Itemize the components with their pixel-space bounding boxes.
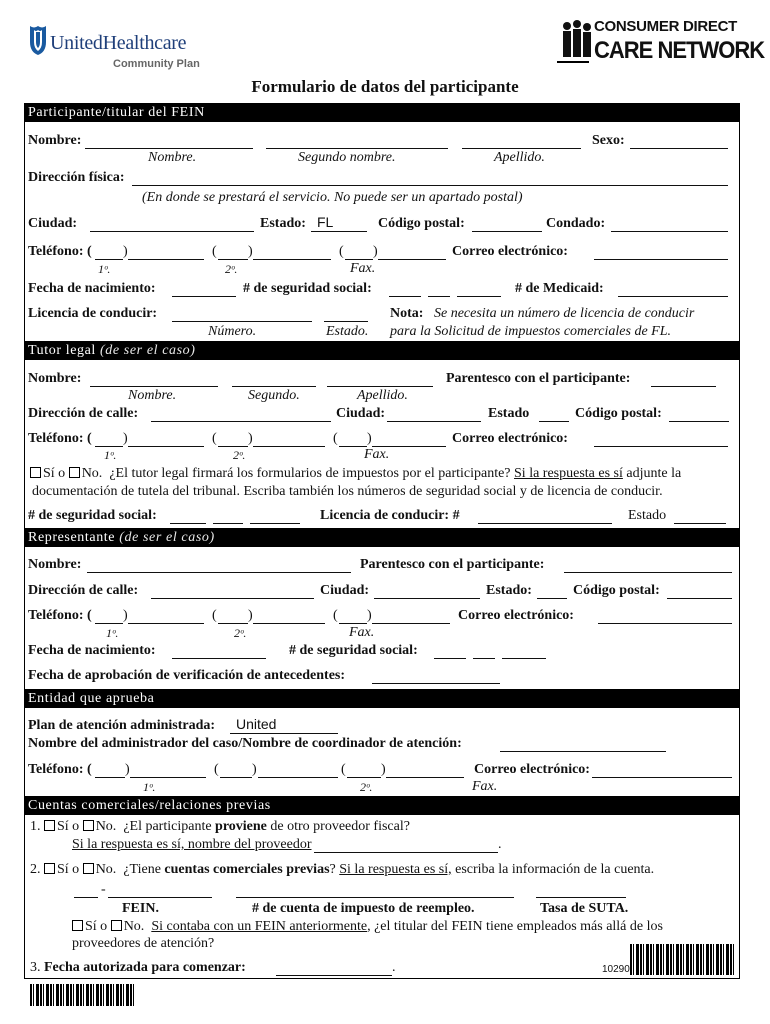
rep-phone2-area[interactable]	[218, 623, 248, 624]
q1-text-bold: proviene	[215, 819, 267, 834]
guardian-street-label: Dirección de calle:	[28, 406, 139, 421]
no-label: No.	[95, 862, 117, 877]
guardian-phone2-area[interactable]	[218, 446, 248, 447]
q2-reemp-field[interactable]	[236, 897, 514, 898]
paren-marks: (	[212, 608, 217, 623]
q2-fein-part1[interactable]	[74, 897, 98, 898]
participant-phone1-area[interactable]	[95, 259, 123, 260]
participant-ssn-part2[interactable]	[428, 296, 450, 297]
phone1-caption: 1ᵒ.	[98, 262, 111, 276]
paren-close: )	[248, 244, 253, 259]
rep-name-field[interactable]	[87, 572, 351, 573]
guardian-ssn-part3[interactable]	[250, 523, 300, 524]
participant-note-line1: Se necesita un número de licencia de conducir	[434, 306, 695, 321]
rep-dob-field[interactable]	[172, 658, 266, 659]
participant-state-label: Estado:	[260, 216, 306, 231]
participant-fax-area[interactable]	[345, 259, 373, 260]
q2-fein-part2[interactable]	[108, 897, 212, 898]
approving-plan-field[interactable]	[230, 733, 338, 734]
paren-close: )	[373, 244, 378, 259]
guardian-last-name-field[interactable]	[327, 386, 433, 387]
section-guardian-note: (de ser el caso)	[100, 343, 196, 358]
rep-ssn-label: # de seguridad social:	[289, 643, 418, 658]
guardian-dl-state-label: Estado	[628, 508, 667, 523]
paren-marks: )	[367, 431, 372, 446]
guardian-phone1-area[interactable]	[95, 446, 123, 447]
q1-text-post: de otro proveedor fiscal?	[270, 819, 410, 834]
q2-number: 2.	[30, 862, 41, 877]
guardian-name-label: Nombre:	[28, 371, 82, 386]
paren-marks: (	[333, 608, 338, 623]
q4-start-date-field[interactable]	[276, 975, 392, 976]
section-representative-title: Representante	[28, 530, 116, 545]
uhc-shield-icon	[28, 24, 48, 56]
rep-street-label: Dirección de calle:	[28, 583, 139, 598]
participant-sub-first: Nombre.	[148, 150, 197, 165]
participant-last-name-field[interactable]	[462, 148, 581, 149]
rep-email-field[interactable]	[598, 623, 732, 624]
guardian-dl-label: Licencia de conducir: #	[320, 508, 460, 523]
q3-text-pre: Si contaba con un FEIN anteriormente	[151, 919, 368, 934]
fein-dash: -	[101, 882, 106, 897]
rep-state-label: Estado:	[486, 583, 532, 598]
guardian-phone1-field[interactable]	[128, 446, 204, 447]
rep-ssn-part2[interactable]	[473, 658, 495, 659]
fax-caption: Fax.	[472, 779, 498, 794]
q2-reemp-caption: # de cuenta de impuesto de reempleo.	[252, 901, 475, 916]
paren-marks: )	[125, 762, 130, 777]
q2-suta-caption: Tasa de SUTA.	[540, 901, 629, 916]
barcode-right	[630, 944, 734, 975]
rep-fax-field[interactable]	[372, 623, 450, 624]
participant-phone2-field[interactable]	[253, 259, 331, 260]
rep-phone2-field[interactable]	[253, 623, 325, 624]
guardian-ssn-part2[interactable]	[213, 523, 243, 524]
guardian-city-label: Ciudad:	[336, 406, 386, 421]
participant-sex-label: Sexo:	[592, 133, 625, 148]
rep-phone1-field[interactable]	[128, 623, 204, 624]
guardian-phone-label: Teléfono: (	[28, 431, 92, 446]
uhc-brand-text: UnitedHealthcare	[50, 32, 187, 54]
paren-marks: )	[123, 608, 128, 623]
section-participant-title: Participante/titular del FEIN	[28, 105, 205, 120]
participant-address-field[interactable]	[132, 185, 728, 186]
guardian-email-field[interactable]	[594, 446, 728, 447]
guardian-city-field[interactable]	[387, 421, 481, 422]
guardian-state-label: Estado	[488, 406, 530, 421]
no-label: No.	[81, 466, 103, 481]
approving-phone2-field[interactable]	[258, 777, 338, 778]
page-title: Formulario de datos del participante	[251, 77, 519, 96]
guardian-zip-field[interactable]	[669, 421, 729, 422]
guardian-yes-checkbox[interactable]	[30, 467, 41, 478]
section-participant-header	[24, 103, 740, 122]
rep-city-field[interactable]	[374, 598, 480, 599]
q3-yes-checkbox[interactable]	[72, 920, 83, 931]
q2-if-yes: Si la respuesta es sí,	[339, 862, 452, 877]
q1-sub-text: Si la respuesta es sí, nombre del proveedor	[72, 837, 312, 852]
rep-email-label: Correo electrónico:	[458, 608, 574, 623]
participant-dl-state-field[interactable]	[324, 321, 368, 322]
paren-marks: )	[248, 431, 253, 446]
participant-sub-last: Apellido.	[494, 150, 545, 165]
participant-note-label: Nota:	[390, 306, 424, 321]
q2-text-pre: ¿Tiene	[123, 862, 161, 877]
participant-note-line2: para la Solicitud de impuestos comerciales de FL.	[390, 324, 671, 339]
section-guardian-header	[24, 341, 740, 360]
cd-line2: CARE NETWORK	[594, 36, 765, 64]
rep-bg-field[interactable]	[372, 683, 500, 684]
participant-dob-field[interactable]	[172, 296, 236, 297]
guardian-dl-state-field[interactable]	[674, 523, 726, 524]
rep-zip-field[interactable]	[667, 598, 732, 599]
q2-suta-field[interactable]	[536, 897, 626, 898]
participant-address-note: (En donde se prestará el servicio. No puede ser un apartado postal)	[142, 190, 523, 205]
rep-city-label: Ciudad:	[320, 583, 370, 598]
participant-email-field[interactable]	[594, 259, 728, 260]
rep-bg-label: Fecha de aprobación de verificación de antecedentes:	[28, 668, 346, 683]
yes-label: Sí o	[43, 466, 66, 481]
participant-zip-label: Código postal:	[378, 216, 465, 231]
participant-zip-field[interactable]	[472, 231, 542, 232]
participant-email-label: Correo electrónico:	[452, 244, 568, 259]
rep-ssn-part1[interactable]	[434, 658, 466, 659]
approving-email-label: Correo electrónico:	[474, 762, 590, 777]
paren-marks: (	[341, 762, 346, 777]
paren-marks: )	[248, 608, 253, 623]
rep-phone-label: Teléfono: (	[28, 608, 92, 623]
participant-sub-middle: Segundo nombre.	[298, 150, 396, 165]
participant-name-label: Nombre:	[28, 133, 82, 148]
participant-phone1-field[interactable]	[128, 259, 204, 260]
participant-dl-number-caption: Número.	[208, 324, 257, 339]
participant-ssn-part1[interactable]	[389, 296, 421, 297]
guardian-sub-second: Segundo.	[248, 388, 300, 403]
q2-fein-caption: FEIN.	[122, 901, 159, 916]
accounts-q4	[30, 960, 246, 976]
guardian-question-tail: adjunte la	[626, 466, 682, 481]
participant-medicaid-field[interactable]	[618, 296, 728, 297]
guardian-question-text: ¿El tutor legal firmará los formularios de impuestos por el participante?	[109, 466, 511, 481]
fax-caption: Fax.	[364, 447, 390, 462]
no-label: No.	[95, 819, 117, 834]
guardian-sign-question	[30, 466, 681, 482]
rep-zip-label: Código postal:	[573, 583, 660, 598]
guardian-no-checkbox[interactable]	[69, 467, 80, 478]
approving-email-field[interactable]	[592, 777, 732, 778]
q1-period: .	[498, 837, 502, 852]
q1-number: 1.	[30, 819, 41, 834]
q1-text-pre: ¿El participante	[123, 819, 212, 834]
participant-first-name-field[interactable]	[85, 148, 253, 149]
participant-medicaid-label: # de Medicaid:	[515, 281, 604, 296]
q1-provider-field[interactable]	[314, 852, 498, 853]
participant-ssn-label: # de seguridad social:	[243, 281, 372, 296]
guardian-if-yes: Si la respuesta es sí	[514, 466, 623, 481]
guardian-second-name-field[interactable]	[232, 386, 316, 387]
phone1-caption: 1ᵒ.	[143, 780, 156, 794]
phone2-caption: 2ᵒ.	[225, 262, 238, 276]
phone2-caption: 2ᵒ.	[360, 780, 373, 794]
section-approving-header	[24, 689, 740, 708]
rep-name-label: Nombre:	[28, 557, 82, 572]
section-approving-title: Entidad que aprueba	[28, 691, 155, 706]
q2-text-post: escriba la información de la cuenta.	[455, 862, 655, 877]
paren-marks: )	[252, 762, 257, 777]
q4-number: 3.	[30, 960, 41, 975]
paren-marks: )	[123, 431, 128, 446]
people-icon	[559, 20, 595, 60]
section-representative-note: (de ser el caso)	[119, 530, 215, 545]
approving-phone2-area[interactable]	[220, 777, 252, 778]
approving-phone1-field[interactable]	[130, 777, 206, 778]
participant-state-value[interactable]: FL	[317, 214, 334, 230]
guardian-email-label: Correo electrónico:	[452, 431, 568, 446]
participant-dl-number-field[interactable]	[172, 321, 312, 322]
guardian-dl-field[interactable]	[478, 523, 612, 524]
approving-plan-value[interactable]: United	[236, 716, 277, 732]
no-label: No.	[123, 919, 145, 934]
yes-label: Sí o	[85, 919, 108, 934]
cd-line1: CONSUMER DIRECT	[594, 18, 738, 35]
fax-caption: Fax.	[350, 261, 376, 276]
accounts-q1	[30, 819, 410, 835]
rep-relation-field[interactable]	[564, 572, 732, 573]
participant-address-label: Dirección física:	[28, 170, 125, 185]
q2-no-checkbox[interactable]	[83, 863, 94, 874]
participant-phone2-area[interactable]	[218, 259, 248, 260]
yes-label: Sí o	[57, 862, 80, 877]
barcode-bottom-left	[30, 984, 136, 1006]
cd-underline	[557, 61, 589, 63]
q4-label: Fecha autorizada para comenzar:	[44, 960, 246, 975]
participant-fax-field[interactable]	[378, 259, 446, 260]
phone2-caption: 2ᵒ.	[233, 448, 246, 462]
participant-sex-field[interactable]	[630, 148, 728, 149]
rep-ssn-part3[interactable]	[502, 658, 546, 659]
phone1-caption: 1ᵒ.	[106, 626, 119, 640]
q3-text-post: , ¿el titular del FEIN tiene empleados más allá de los	[367, 919, 663, 934]
participant-county-field[interactable]	[611, 231, 728, 232]
rep-street-field[interactable]	[151, 598, 314, 599]
guardian-ssn-part1[interactable]	[170, 523, 206, 524]
approving-manager-field[interactable]	[500, 751, 666, 752]
q1-yes-checkbox[interactable]	[44, 820, 55, 831]
q3-line2: proveedores de atención?	[72, 936, 215, 951]
participant-ssn-part3[interactable]	[457, 296, 501, 297]
q4-period: .	[392, 960, 396, 975]
approving-phone1-area[interactable]	[95, 777, 125, 778]
uhc-sub-text: Community Plan	[113, 58, 200, 70]
participant-city-label: Ciudad:	[28, 216, 78, 231]
section-representative-header	[24, 528, 740, 547]
section-guardian-title: Tutor legal	[28, 343, 96, 358]
approving-phone-label: Teléfono: (	[28, 762, 92, 777]
participant-middle-name-field[interactable]	[266, 148, 448, 149]
participant-dl-state-caption: Estado.	[326, 324, 369, 339]
q1-no-checkbox[interactable]	[83, 820, 94, 831]
paren-marks: (	[333, 431, 338, 446]
rep-fax-area[interactable]	[339, 623, 367, 624]
guardian-first-name-field[interactable]	[90, 386, 218, 387]
accounts-q-fein-employees	[72, 919, 663, 935]
paren-close: )	[123, 244, 128, 259]
participant-dob-label: Fecha de nacimiento:	[28, 281, 156, 296]
rep-dob-label: Fecha de nacimiento:	[28, 643, 156, 658]
rep-relation-label: Parentesco con el participante:	[360, 557, 545, 572]
participant-dl-label: Licencia de conducir:	[28, 306, 158, 321]
q2-yes-checkbox[interactable]	[44, 863, 55, 874]
approving-fax-area[interactable]	[347, 777, 381, 778]
accounts-q2	[30, 862, 654, 878]
guardian-state-field[interactable]	[539, 421, 569, 422]
participant-phone-label: Teléfono: (	[28, 244, 92, 259]
form-code: 10290	[602, 964, 630, 975]
approving-manager-label: Nombre del administrador del caso/Nombre de coordinador de atención:	[28, 736, 462, 751]
fax-caption: Fax.	[349, 625, 375, 640]
participant-city-field[interactable]	[90, 231, 254, 232]
q2-text-bold: cuentas comerciales previas	[164, 862, 330, 877]
guardian-sub-last: Apellido.	[357, 388, 408, 403]
rep-phone1-area[interactable]	[95, 623, 123, 624]
guardian-relation-field[interactable]	[651, 386, 716, 387]
paren-marks: (	[212, 431, 217, 446]
phone2-caption: 2ᵒ.	[234, 626, 247, 640]
guardian-zip-label: Código postal:	[575, 406, 662, 421]
approving-plan-label: Plan de atención administrada:	[28, 718, 216, 733]
guardian-sub-first: Nombre.	[128, 388, 177, 403]
participant-county-label: Condado:	[546, 216, 606, 231]
rep-state-field[interactable]	[537, 598, 567, 599]
participant-state-field[interactable]	[311, 231, 367, 232]
section-accounts-header	[24, 796, 740, 815]
paren-marks: )	[367, 608, 372, 623]
guardian-phone2-field[interactable]	[253, 446, 325, 447]
paren-marks: (	[214, 762, 219, 777]
guardian-question-line2: documentación de tutela del tribunal. Escriba también los números de seguridad social y de licencia de conducir.	[32, 484, 663, 499]
paren-open: (	[339, 244, 344, 259]
paren-marks: )	[381, 762, 386, 777]
q3-no-checkbox[interactable]	[111, 920, 122, 931]
section-accounts-title: Cuentas comerciales/relaciones previas	[28, 798, 271, 813]
guardian-street-field[interactable]	[151, 421, 331, 422]
guardian-fax-area[interactable]	[339, 446, 367, 447]
yes-label: Sí o	[57, 819, 80, 834]
paren-open: (	[212, 244, 217, 259]
guardian-ssn-label: # de seguridad social:	[28, 508, 157, 523]
q2-qmark: ?	[329, 862, 336, 877]
phone1-caption: 1ᵒ.	[104, 448, 117, 462]
approving-fax-field[interactable]	[386, 777, 464, 778]
guardian-relation-label: Parentesco con el participante:	[446, 371, 631, 386]
